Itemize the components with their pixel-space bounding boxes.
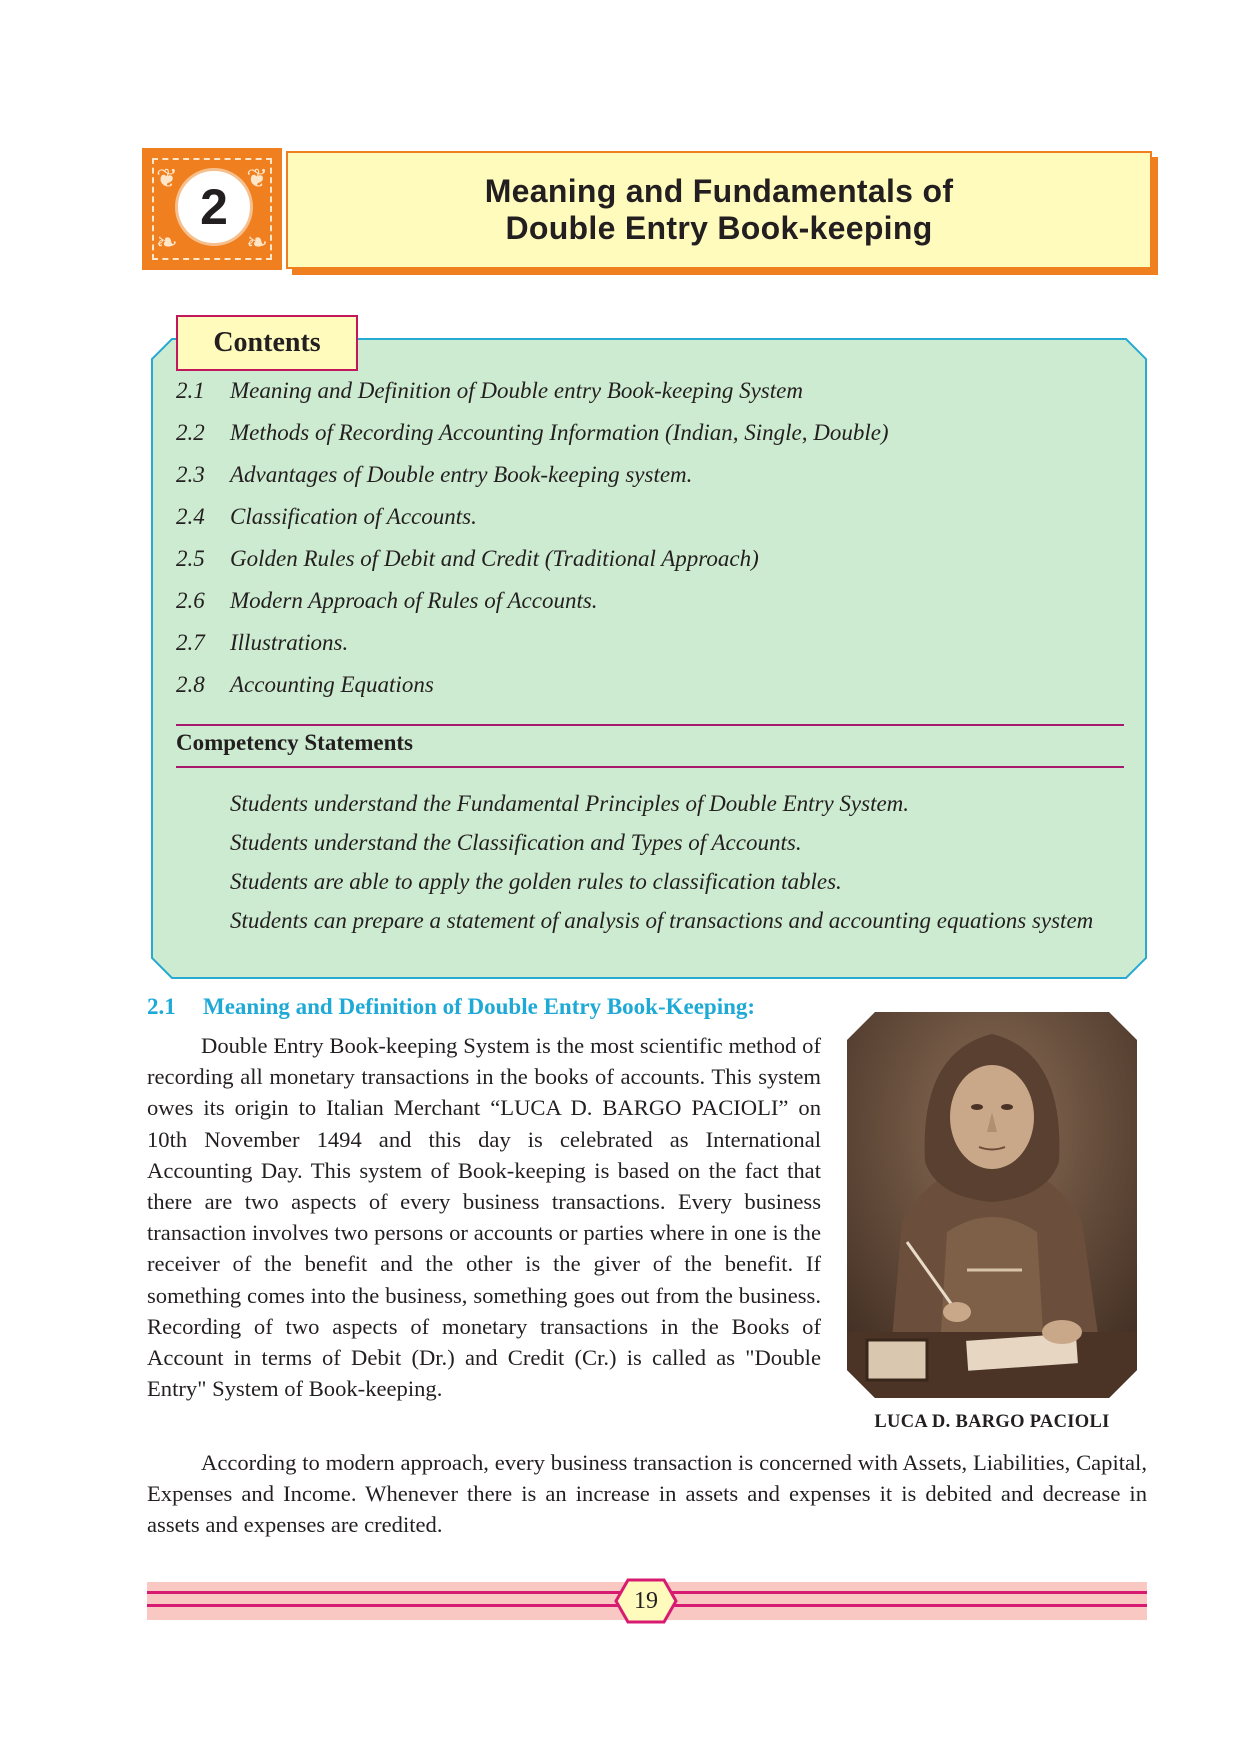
contents-item-text: Methods of Recording Accounting Information (Indian, Single, Double) — [230, 420, 889, 445]
contents-item-number: 2.2 — [176, 420, 205, 445]
contents-item-number: 2.7 — [176, 630, 205, 655]
contents-item — [176, 460, 1116, 502]
contents-item-text: Illustrations. — [230, 630, 349, 655]
divider — [176, 766, 1124, 768]
ornament-icon: ❧ — [246, 228, 268, 258]
competency-item: Students are able to apply the golden rules to classification tables. — [230, 869, 842, 894]
contents-item-number: 2.1 — [176, 378, 205, 403]
competency-item: Students understand the Fundamental Principles of Double Entry System. — [230, 791, 910, 816]
contents-item — [176, 586, 1116, 628]
contents-item-number: 2.5 — [176, 546, 205, 571]
contents-item — [176, 418, 1116, 460]
contents-item-number: 2.8 — [176, 672, 205, 697]
contents-item-number: 2.3 — [176, 462, 205, 487]
contents-item — [176, 544, 1116, 586]
contents-item-text: Golden Rules of Debit and Credit (Traditional Approach) — [230, 546, 759, 571]
chapter-title-box — [286, 151, 1152, 269]
contents-item-text: Modern Approach of Rules of Accounts. — [230, 588, 598, 613]
divider — [176, 724, 1124, 726]
competency-heading: Competency Statements — [176, 730, 413, 755]
section-title: Meaning and Definition of Double Entry Book-Keeping: — [203, 994, 756, 1019]
contents-item-number: 2.6 — [176, 588, 205, 613]
contents-list — [176, 376, 1116, 712]
contents-item — [176, 628, 1116, 670]
section-paragraph: Double Entry Book-keeping System is the most scientific method of recording all monetary transactions in the books of accounts. This system owes its origin to Italian Merchant “LUCA D. BARGO PACIOLI” on 10th November 1494 and this day is celebrated as International Accounting Day. This system of Book-keeping is based on the fact that there are two aspects of every business transactions. Every business transaction involves two persons or accounts or parties where in one is the receiver of the benefit and the other is the giver of the benefit. If something comes into the business, something goes out from the business. Recording of two aspects of monetary transactions in the Books of Account in terms of Debit (Dr.) and Credit (Cr.) is called as "Double Entry" System of Book-keeping. — [147, 1033, 821, 1402]
contents-item — [176, 502, 1116, 544]
competency-list — [230, 787, 1110, 943]
chapter-number-badge — [142, 148, 282, 270]
portrait-image — [847, 1012, 1137, 1398]
page-number: 19 — [634, 1588, 658, 1614]
ornament-icon: ❦ — [156, 164, 178, 194]
ornament-icon: ❦ — [246, 164, 268, 194]
contents-item — [176, 376, 1116, 418]
competency-item: Students understand the Classification and Types of Accounts. — [230, 830, 802, 855]
ornament-icon: ❧ — [156, 228, 178, 258]
chapter-title-line-1: Meaning and Fundamentals of — [484, 173, 954, 209]
competency-item: Students can prepare a statement of analysis of transactions and accounting equations system — [230, 908, 1094, 933]
section-paragraph: According to modern approach, every business transaction is concerned with Assets, Liabilities, Capital, Expenses and Income. Whenever there is an increase in assets and expenses it is debited and decrease in assets and expenses are credited. — [147, 1450, 1147, 1537]
contents-heading: Contents — [176, 315, 358, 371]
image-caption: LUCA D. BARGO PACIOLI — [874, 1412, 1110, 1432]
chapter-title-line-2: Double Entry Book-keeping — [505, 210, 933, 246]
contents-item-text: Meaning and Definition of Double entry Book-keeping System — [230, 378, 803, 403]
contents-item — [176, 670, 1116, 712]
contents-item-number: 2.4 — [176, 504, 205, 529]
section-number: 2.1 — [147, 994, 176, 1019]
contents-item-text: Accounting Equations — [230, 672, 434, 697]
chapter-number: 2 — [175, 168, 253, 246]
contents-item-text: Advantages of Double entry Book-keeping system. — [230, 462, 693, 487]
contents-item-text: Classification of Accounts. — [230, 504, 477, 529]
section-heading — [147, 994, 755, 1020]
